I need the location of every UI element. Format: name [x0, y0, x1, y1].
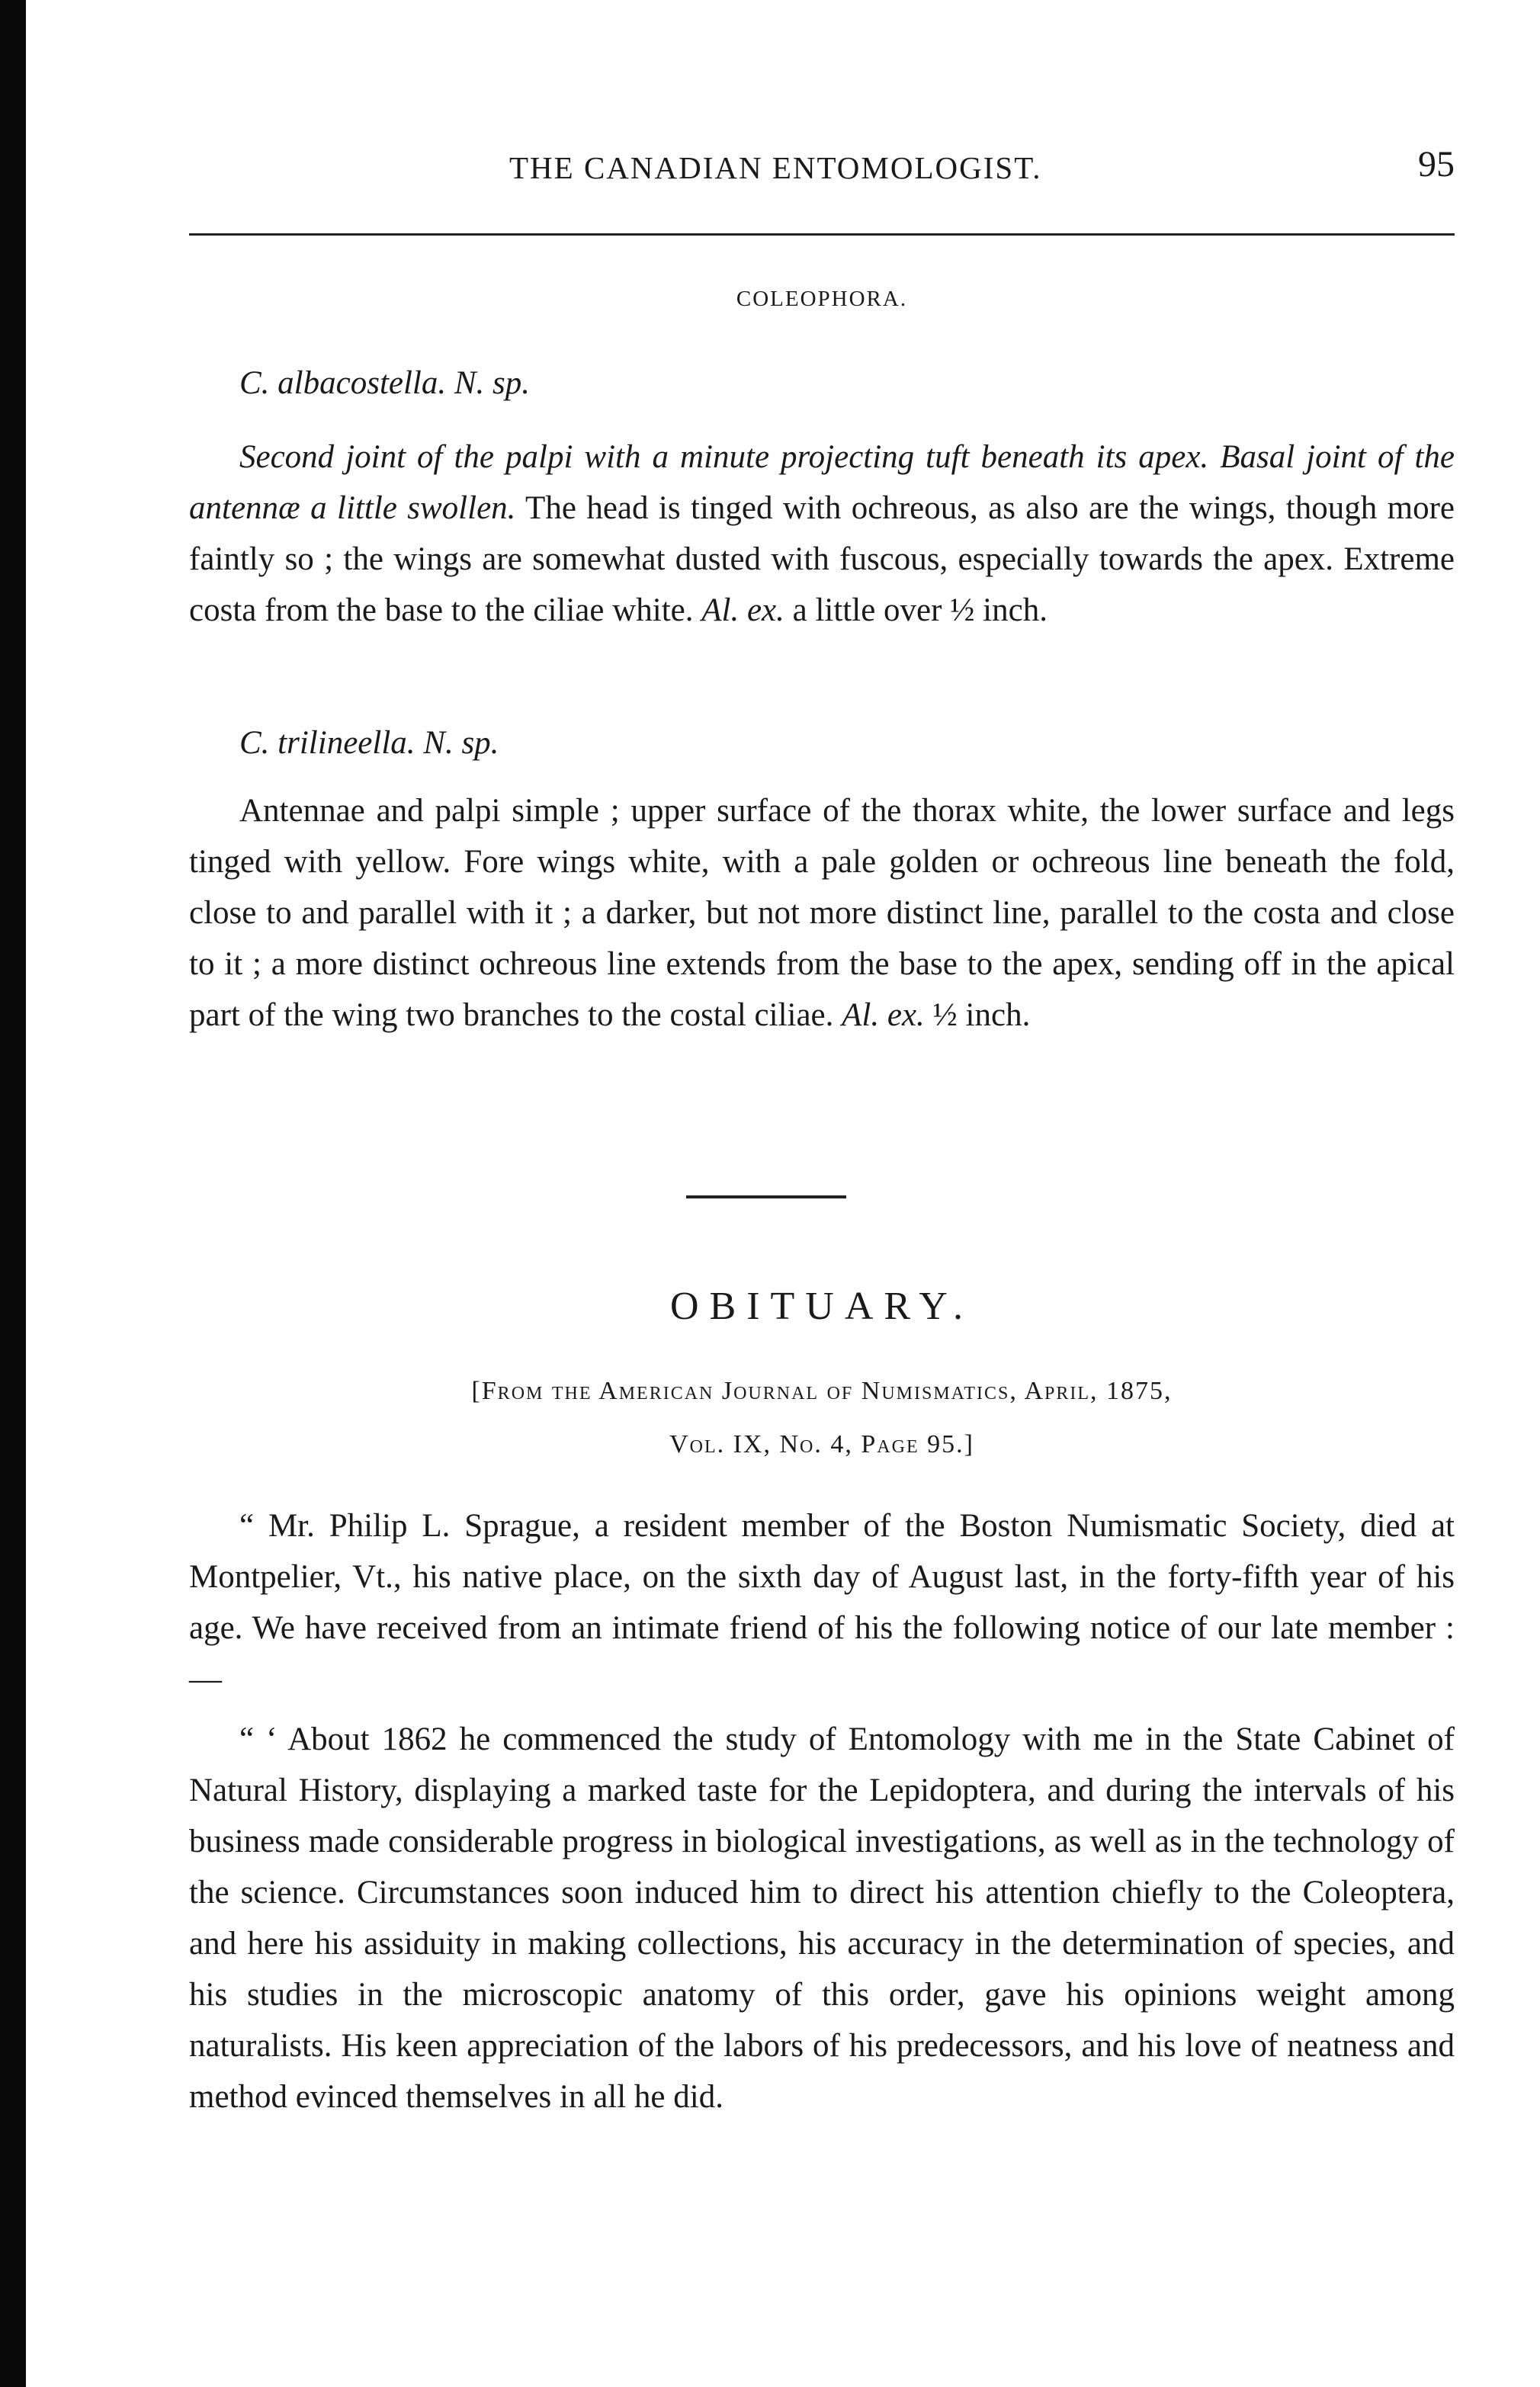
al-ex-label: Al. ex. — [842, 997, 925, 1033]
header-rule — [189, 233, 1455, 236]
source-line-2: Vol. IX, No. 4, Page 95.] — [669, 1430, 974, 1458]
journal-title: THE CANADIAN ENTOMOLOGIST. — [509, 150, 1042, 185]
diagnosis-italic: Second joint of the palpi with a minute projecting tuft beneath its apex. Basal joint of the antennæ a little swollen. — [189, 439, 1455, 526]
obituary-title: OBITUARY. — [669, 1285, 974, 1328]
description-text: The head is tinged with ochreous, as also are the wings, though more faintly so ; the wings are somewhat dusted with fuscous, especially towards the apex. Extreme costa from the base to the ciliae white. — [189, 490, 1455, 628]
obituary-paragraph-2 — [189, 1714, 1455, 2122]
obituary-paragraph-1 — [189, 1500, 1455, 1705]
species-name-trilineella: C. trilineella. N. sp. — [239, 725, 499, 761]
section-divider — [686, 1195, 846, 1198]
running-head — [189, 144, 1455, 195]
wingspan-text: ½ inch. — [924, 997, 1031, 1033]
species-name-albacostella: C. albacostella. N. sp. — [239, 365, 531, 401]
source-line-1: [From the American Journal of Numismatics, April, 1875, — [471, 1377, 1173, 1405]
description-text: Antennae and palpi simple ; upper surface of the thorax white, the lower surface and legs tinged with yellow. Fore wings white, with a pale golden or ochreous line beneath the fold, close to and parallel with it ; a darker, but not more distinct line, parallel to the costa and close to it ; a more distinct ochreous line extends from the base to the apex, sending off in the apical part of the wing two branches to the costal ciliae. — [189, 793, 1455, 1033]
page-number: 95 — [1418, 144, 1455, 184]
paragraph-text: “ Mr. Philip L. Sprague, a resident member of the Boston Numismatic Society, died at Montpelier, Vt., his native place, on the sixth day of August last, in the forty-fifth year of his age. We have received from an intimate friend of his the following notice of our late member :— — [189, 1508, 1455, 1697]
binding-edge — [0, 0, 26, 2387]
section-heading-coleophora: COLEOPHORA. — [736, 287, 908, 311]
wingspan-text: a little over ½ inch. — [784, 592, 1048, 628]
al-ex-label: Al. ex. — [701, 592, 784, 628]
paragraph-text: “ ‘ About 1862 he commenced the study of Entomology with me in the State Cabinet of Natural History, displaying a marked taste for the Lepidoptera, and during the intervals of his business made considerable progress in biological investigations, as well as in the technology of the science. Circumstances soon induced him to direct his attention chiefly to the Coleoptera, and here his assiduity in making collections, his accuracy in the determination of species, and his studies in the microscopic anatomy of this order, gave his opinions weight among naturalists. His keen appreciation of the labors of his predecessors, and his love of neatness and method evinced themselves in all he did. — [189, 1721, 1455, 2115]
species-description-trilineella — [189, 785, 1455, 1041]
species-description-albacostella — [189, 432, 1455, 636]
obituary-source — [189, 1365, 1455, 1471]
